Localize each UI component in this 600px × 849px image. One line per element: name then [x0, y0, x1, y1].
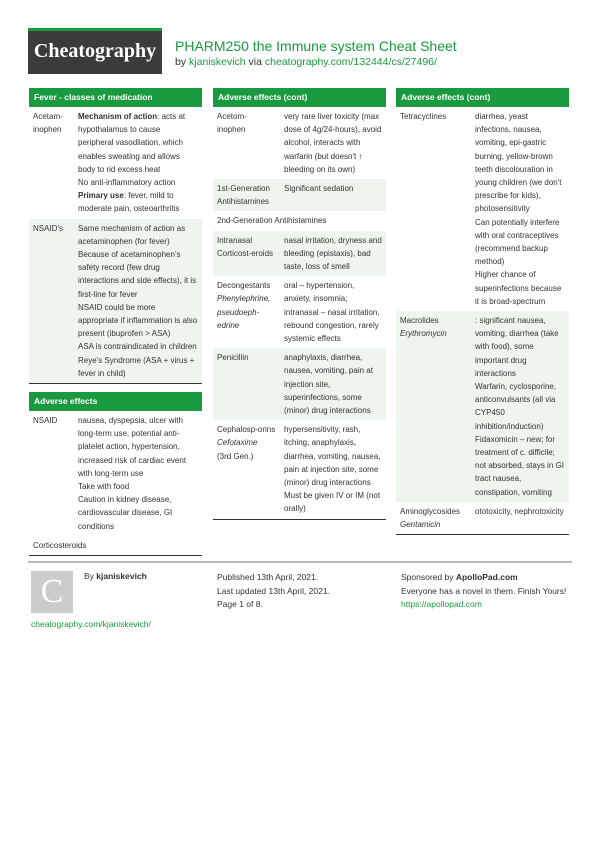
table-row — [396, 311, 569, 502]
row-key: Cephalosp-orins Cefotaxime (3rd Gen.) — [217, 425, 276, 461]
row-key: Decongestants Phenylephrine, pseudoeph-edrine — [217, 281, 271, 330]
table-row — [29, 219, 202, 384]
byline: by kjaniskevich via cheatography.com/132444/cs/27496/ — [175, 56, 437, 68]
row-value: anaphylaxis, diarrhea, nausea, vomiting, pain at injection site, superinfections, some (minor) drug interactions — [284, 353, 373, 416]
row-key: NSAID — [33, 416, 58, 426]
row-value: Mechanism of action: acts at hypothalamus to cause peripheral vasodilation, which enables sweating and allows body to rid excess heat No anti-inflammatory action Primary use: fever, mild to moderate pain, osteoarthritis — [78, 112, 186, 214]
row-key: Acetom- inophen — [217, 112, 247, 135]
section-header-adverse-cont: Adverse effects (cont) — [396, 88, 569, 107]
row-value: diarrhea, yeast infections, nausea, vomiting, epi-gastric burning, yellow-brown teeth discolouration in young children (we don't prescribe for kids), photosensitivity Can potentially interfere with oral contraceptives (recommend backup method) Higher chance of superinfections because it is broad-spectrum — [475, 112, 562, 306]
table-row — [213, 179, 386, 211]
sponsor-link[interactable]: https://apollopad.com — [401, 599, 482, 609]
sponsor-name[interactable]: ApolloPad.com — [455, 572, 518, 582]
row-value: : significant nausea, vomiting, diarrhea (take with food), some important drug interactions Warfarin, cyclosporine, anticonvulsants (all via CYP450 inhibition/induction) Fidaxomicin – new; for treatment of c. difficile; not absorbed, stays in GI tract nausea, constipation, vomiting — [475, 316, 564, 497]
section-header-adverse: Adverse effects — [29, 392, 202, 411]
footer-author-name[interactable]: kjaniskevich — [96, 571, 147, 581]
table-row: 2nd-Generation Antihistamines — [217, 216, 327, 226]
column-2 — [213, 88, 386, 520]
row-key: Aminoglycosides Gentamicin — [400, 506, 461, 530]
table-row — [396, 107, 569, 311]
table-row — [213, 276, 386, 348]
row-key: NSAID's — [33, 223, 63, 233]
row-value: very rare liver toxicity (max dose of 4g/24-hours), avoid alcohol, interacts with warfarin (but doesn't ↑ bleeding on its own) — [284, 112, 382, 174]
row-key: Acetam- inophen — [33, 112, 63, 135]
updated-date: Last updated 13th April, 2021. — [217, 585, 330, 596]
row-key: Intranasal Corticost-eroids — [217, 235, 274, 258]
row-key: Penicillin — [217, 353, 249, 363]
sponsor-line: Sponsored by ApolloPad.com — [401, 572, 518, 582]
section-header-fever: Fever - classes of medication — [29, 88, 202, 107]
author-link[interactable]: kjaniskevich — [189, 56, 246, 68]
header — [28, 28, 572, 74]
published-date: Published 13th April, 2021. — [217, 572, 319, 582]
row-value: Significant sedation — [284, 184, 354, 194]
table-row: Corticosteroids — [29, 536, 202, 556]
row-value: Same mechanism of action as acetaminophen (for fever) Because of acetaminophen's safety record (few drug interactions and side effects), it is first-line for fever NSAID could be more appropriate if inflammation is also present (ibuprofen > ASA) ASA is contraindicated in children Reye's Syndrome (ASA + virus + fever in child) — [78, 223, 198, 378]
row-key: 1st-Generation Antihistamines — [217, 184, 270, 207]
column-3 — [396, 88, 569, 535]
table-row — [396, 502, 569, 535]
page-number: Page 1 of 8. — [217, 599, 263, 609]
sponsor-tagline: Everyone has a novel in them. Finish Yours! — [401, 585, 567, 596]
table-row — [213, 348, 386, 420]
section-header-adverse-cont: Adverse effects (cont) — [213, 88, 386, 107]
table-row — [29, 107, 202, 219]
table-row — [213, 231, 386, 277]
author-profile-link[interactable]: cheatography.com/kjaniskevich/ — [31, 619, 151, 629]
row-value: hypersensitivity, rash, itching, anaphylaxis, diarrhea, vomiting, nausea, pain at injection site, some (minor) drug interactions Must be given IV or IM (not orally) — [284, 425, 381, 514]
footer-dates — [217, 571, 392, 612]
page-title: PHARM250 the Immune system Cheat Sheet — [175, 38, 457, 54]
row-value: oral – hypertension, anxiety, insomnia; intranasal – nasal irritation, rebound congestion, rarely systemic effects — [284, 281, 380, 344]
row-value: nasal irritation, dryness and bleeding (epistaxis), bad taste, loss of smell — [284, 235, 382, 272]
row-key: Macrolides Erythromycin — [400, 316, 447, 339]
footer-by: By kjaniskevich — [84, 571, 147, 581]
logo-accent-bar — [28, 28, 162, 31]
row-key: Tetracyclines — [400, 112, 447, 121]
avatar: C — [31, 571, 73, 613]
footer-sponsor — [401, 571, 576, 612]
table-row — [213, 107, 386, 179]
footer — [28, 561, 572, 629]
column-1 — [29, 88, 202, 556]
cheatography-logo[interactable]: Cheatography — [28, 28, 162, 74]
table-row — [29, 411, 202, 536]
sheet-url-link[interactable]: cheatography.com/132444/cs/27496/ — [264, 56, 437, 68]
table-row — [213, 420, 386, 519]
row-value: nausea, dyspepsia, ulcer with long-term use, potential anti-platelet action, hypertension, increased risk of cardiac event with long-term use Take with food Caution in kidney disease, cardiovascular disease, GI conditions — [78, 416, 187, 531]
row-value: ototoxicity, nephrotoxicity — [475, 506, 564, 516]
